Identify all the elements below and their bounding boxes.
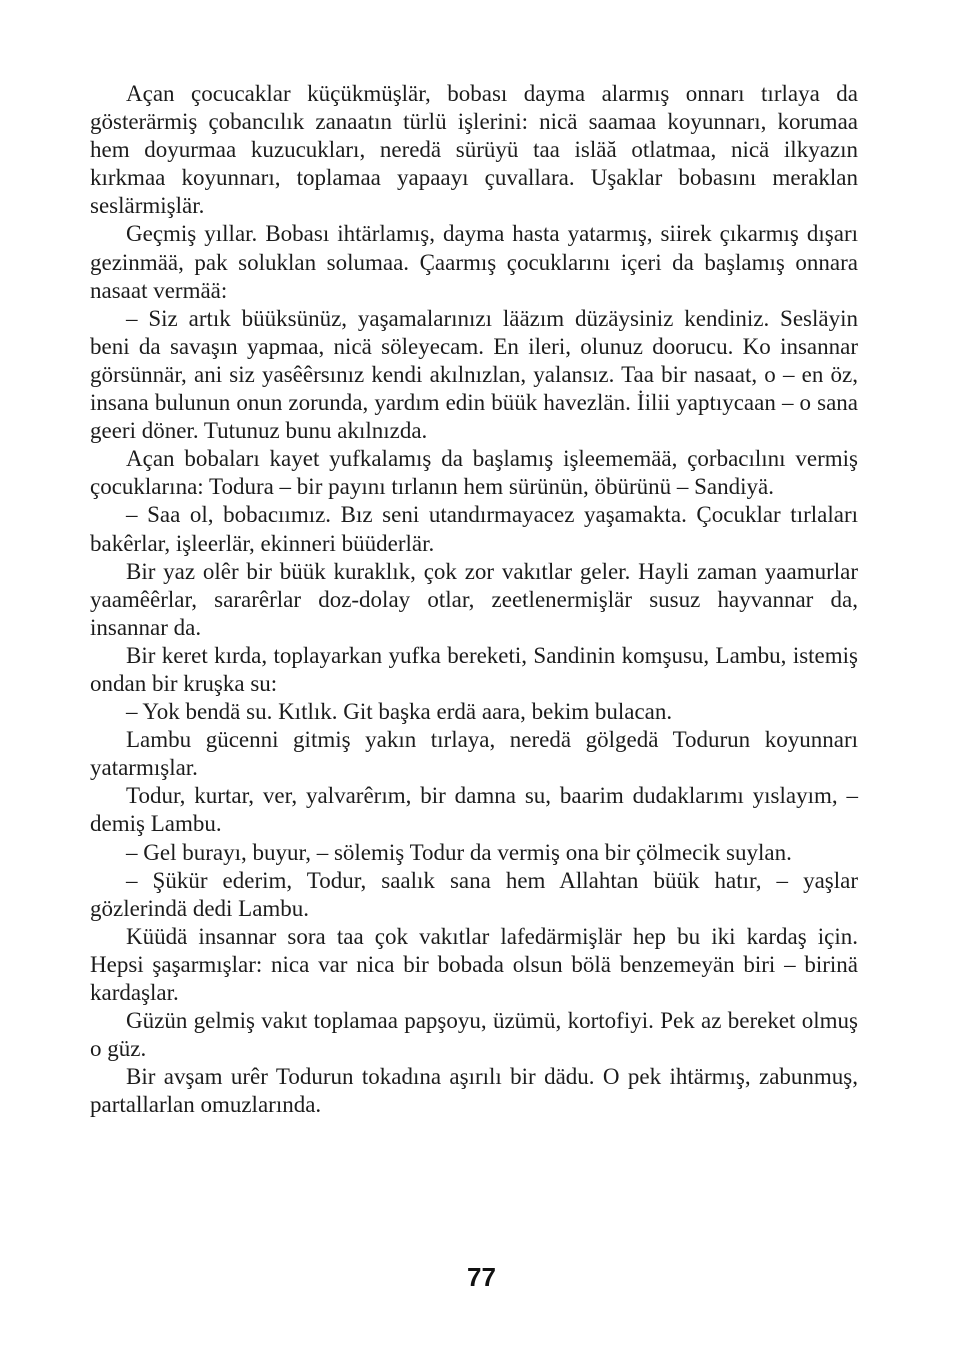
paragraph: Todur, kurtar, ver, yalvarêrım, bir damna su, baarim dudaklarımı yıslayım, – demiş Lambu. [90, 783, 858, 837]
paragraph: – Siz artık büüksünüz, yaşamalarınızı lääzım düzäysiniz kendiniz. Sesläyin beni da savaşın yapmaa, nicä söleyecam. En ileri, olunuz doorucu. Ko insannar görsünnär, ani siz yasêêrsınız kendi akılnızlan, yalansız. Taa bir nasaat, o – en öz, insana bulunun onun zorunda, yardım edin büük havezlän. İilii yaptıycaan – o sana geeri döner. Tutunuz bunu akılnızda. [90, 305, 858, 444]
paragraph: Açan bobaları kayet yufkalamış da başlamış işleememää, çorbacılını vermiş çocuklarına: Todura – bir payını tırlanın hem sürünün, öbürünü – Sandiyä. [90, 446, 858, 500]
paragraph: Bir yaz olêr bir büük kuraklık, çok zor vakıtlar geler. Hayli zaman yaamurlar yaamêêrlar, sararêrlar doz-dolay otlar, zeetlenermişlär susuz hayvannar da, insannar da. [90, 558, 858, 640]
paragraph: – Gel burayı, buyur, – sölemiş Todur da vermiş ona bir çölmecik suylan. [126, 839, 792, 865]
paragraph: – Şükür ederim, Todur, saalık sana hem Allahtan büük hatır, – yaşlar gözlerindä dedi Lambu. [90, 867, 858, 921]
paragraph: Küüdä insannar sora taa çok vakıtlar lafedärmişlär hep bu iki kardaş için. Hepsi şaşarmışlar: nica var nica bir bobada olsun bölä benzemeyän biri – birinä kardaşlar. [90, 923, 858, 1005]
paragraph: Güzün gelmiş vakıt toplamaa papşoyu, üzümü, kortofiyi. Pek az bereket olmuş o güz. [90, 1008, 858, 1062]
paragraph: Açan çocucaklar küçükmüşlär, bobası dayma alarmış onnarı tırlaya da gösterärmiş çobancılık zanaatın türlü işlerini: nicä saamaa koyunnarı, korumaa hem doyurmaa kuzucukları, neredä sürüyü taa isläă otlatmaa, nicä ilkyazın kırkmaa koyunnarı, toplamaa yapaayı çuvallara. Uşaklar bobasını meraklan seslärmişlär. [90, 81, 858, 219]
page-number: 77 [467, 1262, 496, 1292]
paragraph: Geçmiş yıllar. Bobası ihtärlamış, dayma hasta yatarmış, siirek çıkarmış dışarı gezinmää, pak soluklan solumaa. Çaarmış çocuklarını içeri da başlamış onnara nasaat vermää: [90, 221, 858, 303]
paragraph: Lambu gücenni gitmiş yakın tırlaya, neredä gölgedä Todurun koyunnarı yatarmışlar. [90, 727, 858, 781]
paragraph: Bir keret kırda, toplayarkan yufka bereketi, Sandinin komşusu, Lambu, istemiş ondan bir kruşka su: [90, 642, 858, 696]
paragraph: – Yok bendä su. Kıtlık. Git başka erdä aara, bekim bulacan. [126, 699, 673, 725]
page-body [90, 80, 858, 1119]
paragraph: – Saa ol, bobacıımız. Bız seni utandırmayacez yaşamakta. Çocuklar tırlaları bakêrlar, işleerlär, ekinneri büüderlär. [90, 502, 858, 556]
paragraph: Bir avşam urêr Todurun tokadına aşırılı bir dädu. O pek ihtärmış, zabunmuş, partallarlan omuzlarında. [90, 1064, 858, 1118]
